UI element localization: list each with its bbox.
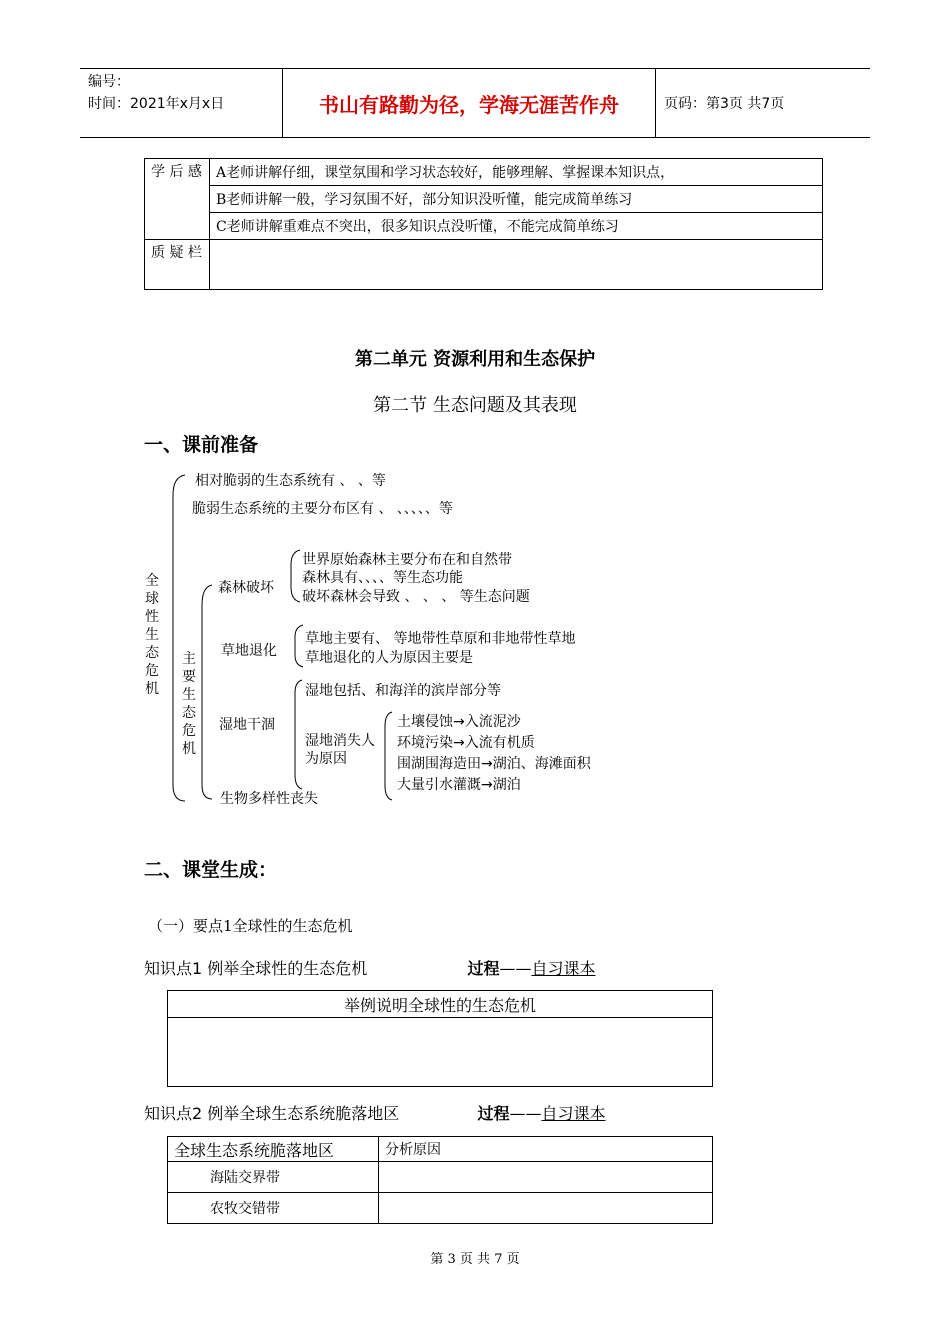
heading-class: 二、课堂生成： <box>144 859 278 881</box>
forest-item-3: 破坏森林会导致 、 、 、 等生态问题 <box>302 589 530 605</box>
wetland-cause-label: 湿地消失人为原因 <box>305 733 375 767</box>
page-header <box>80 68 870 138</box>
fragile-row-2-answer[interactable] <box>379 1193 713 1224</box>
option-a: A老师讲解仔细，课堂氛围和学习状态较好，能够理解、掌握课本知识点， <box>210 159 823 186</box>
page-label: 页码：第3页 共7页 <box>664 96 785 112</box>
grass-item-1: 草地主要有、 等地带性草原和非地带性草地 <box>305 631 576 647</box>
mindmap-branch: 主要生态危机 <box>182 651 196 757</box>
grass-item-2: 草地退化的人为原因主要是 <box>305 650 473 666</box>
forest-label: 森林破坏 <box>218 580 274 596</box>
number-label: 编号： <box>88 74 130 90</box>
page-footer: 第 3 页 共 7 页 <box>430 1252 520 1267</box>
fragile-col-reason: 分析原因 <box>379 1137 713 1162</box>
forest-item-1: 世界原始森林主要分布在和自然带 <box>302 552 512 568</box>
heading-prep: 一、课前准备 <box>144 434 259 456</box>
wetland-intro: 湿地包括、和海洋的滨岸部分等 <box>305 683 501 699</box>
knowledge-1-label: 知识点1 例举全球性的生态危机 <box>144 959 368 978</box>
wetland-cause-brace <box>378 708 398 803</box>
fragile-row-1-answer[interactable] <box>379 1162 713 1193</box>
knowledge-1 <box>144 956 596 979</box>
feedback-table <box>144 158 823 290</box>
knowledge-2-label: 知识点2 例举全球生态系统脆落地区 <box>144 1104 400 1123</box>
knowledge-1-dash: —— <box>499 959 532 978</box>
wetland-cause-1: 土壤侵蚀→入流泥沙 <box>397 714 521 730</box>
option-b: B老师讲解一般，学习氛围不好，部分知识没听懂，能完成简单练习 <box>210 186 823 213</box>
wetland-cause-4: 大量引水灌溉→湖泊 <box>397 777 521 793</box>
section-title: 第二节 生态问题及其表现 <box>373 395 577 416</box>
after-class-label: 学 后 感 <box>145 159 210 240</box>
question-label: 质 疑 栏 <box>145 240 210 290</box>
unit-title: 第二单元 资源利用和生态保护 <box>354 349 596 370</box>
knowledge-2-dash: —— <box>509 1104 542 1123</box>
wetland-cause-2: 环境污染→入流有机质 <box>397 735 535 751</box>
wetland-cause-3: 围湖围海造田→湖泊、海滩面积 <box>397 756 591 772</box>
question-cell[interactable] <box>210 240 823 290</box>
knowledge-1-process: 过程 <box>467 959 500 978</box>
motto: 书山有路勤为径，学海无涯苦作舟 <box>282 69 656 137</box>
mindmap-line2: 脆弱生态系统的主要分布区有 、 、、、、、等 <box>192 501 453 517</box>
wetland-label: 湿地干涸 <box>219 717 275 733</box>
fragile-col-region: 全球生态系统脆落地区 <box>168 1137 379 1162</box>
mindmap-line1: 相对脆弱的生态系统有 、 、等 <box>195 473 386 489</box>
knowledge-2-link[interactable]: 自习课本 <box>541 1104 606 1123</box>
knowledge-1-link[interactable]: 自习课本 <box>531 959 596 978</box>
fragile-row-1: 海陆交界带 <box>168 1162 379 1193</box>
biodiversity-label: 生物多样性丧失 <box>220 791 318 807</box>
point-1: （一）要点1全球性的生态危机 <box>148 917 353 935</box>
knowledge-2 <box>144 1101 606 1124</box>
mindmap-root: 全球性生态危机 <box>145 573 159 697</box>
crisis-table-header: 举例说明全球性的生态危机 <box>168 991 713 1018</box>
header-meta <box>80 69 280 137</box>
grass-label: 草地退化 <box>221 643 277 659</box>
fragile-region-table <box>167 1136 713 1224</box>
option-c: C老师讲解重难点不突出，很多知识点没听懂，不能完成简单练习 <box>210 213 823 240</box>
knowledge-2-process: 过程 <box>477 1104 510 1123</box>
forest-item-2: 森林具有、、、、等生态功能 <box>302 570 463 586</box>
crisis-table-answer[interactable] <box>168 1018 713 1087</box>
time-label: 时间：2021年x月x日 <box>88 96 225 112</box>
crisis-table <box>167 990 713 1087</box>
fragile-row-2: 农牧交错带 <box>168 1193 379 1224</box>
